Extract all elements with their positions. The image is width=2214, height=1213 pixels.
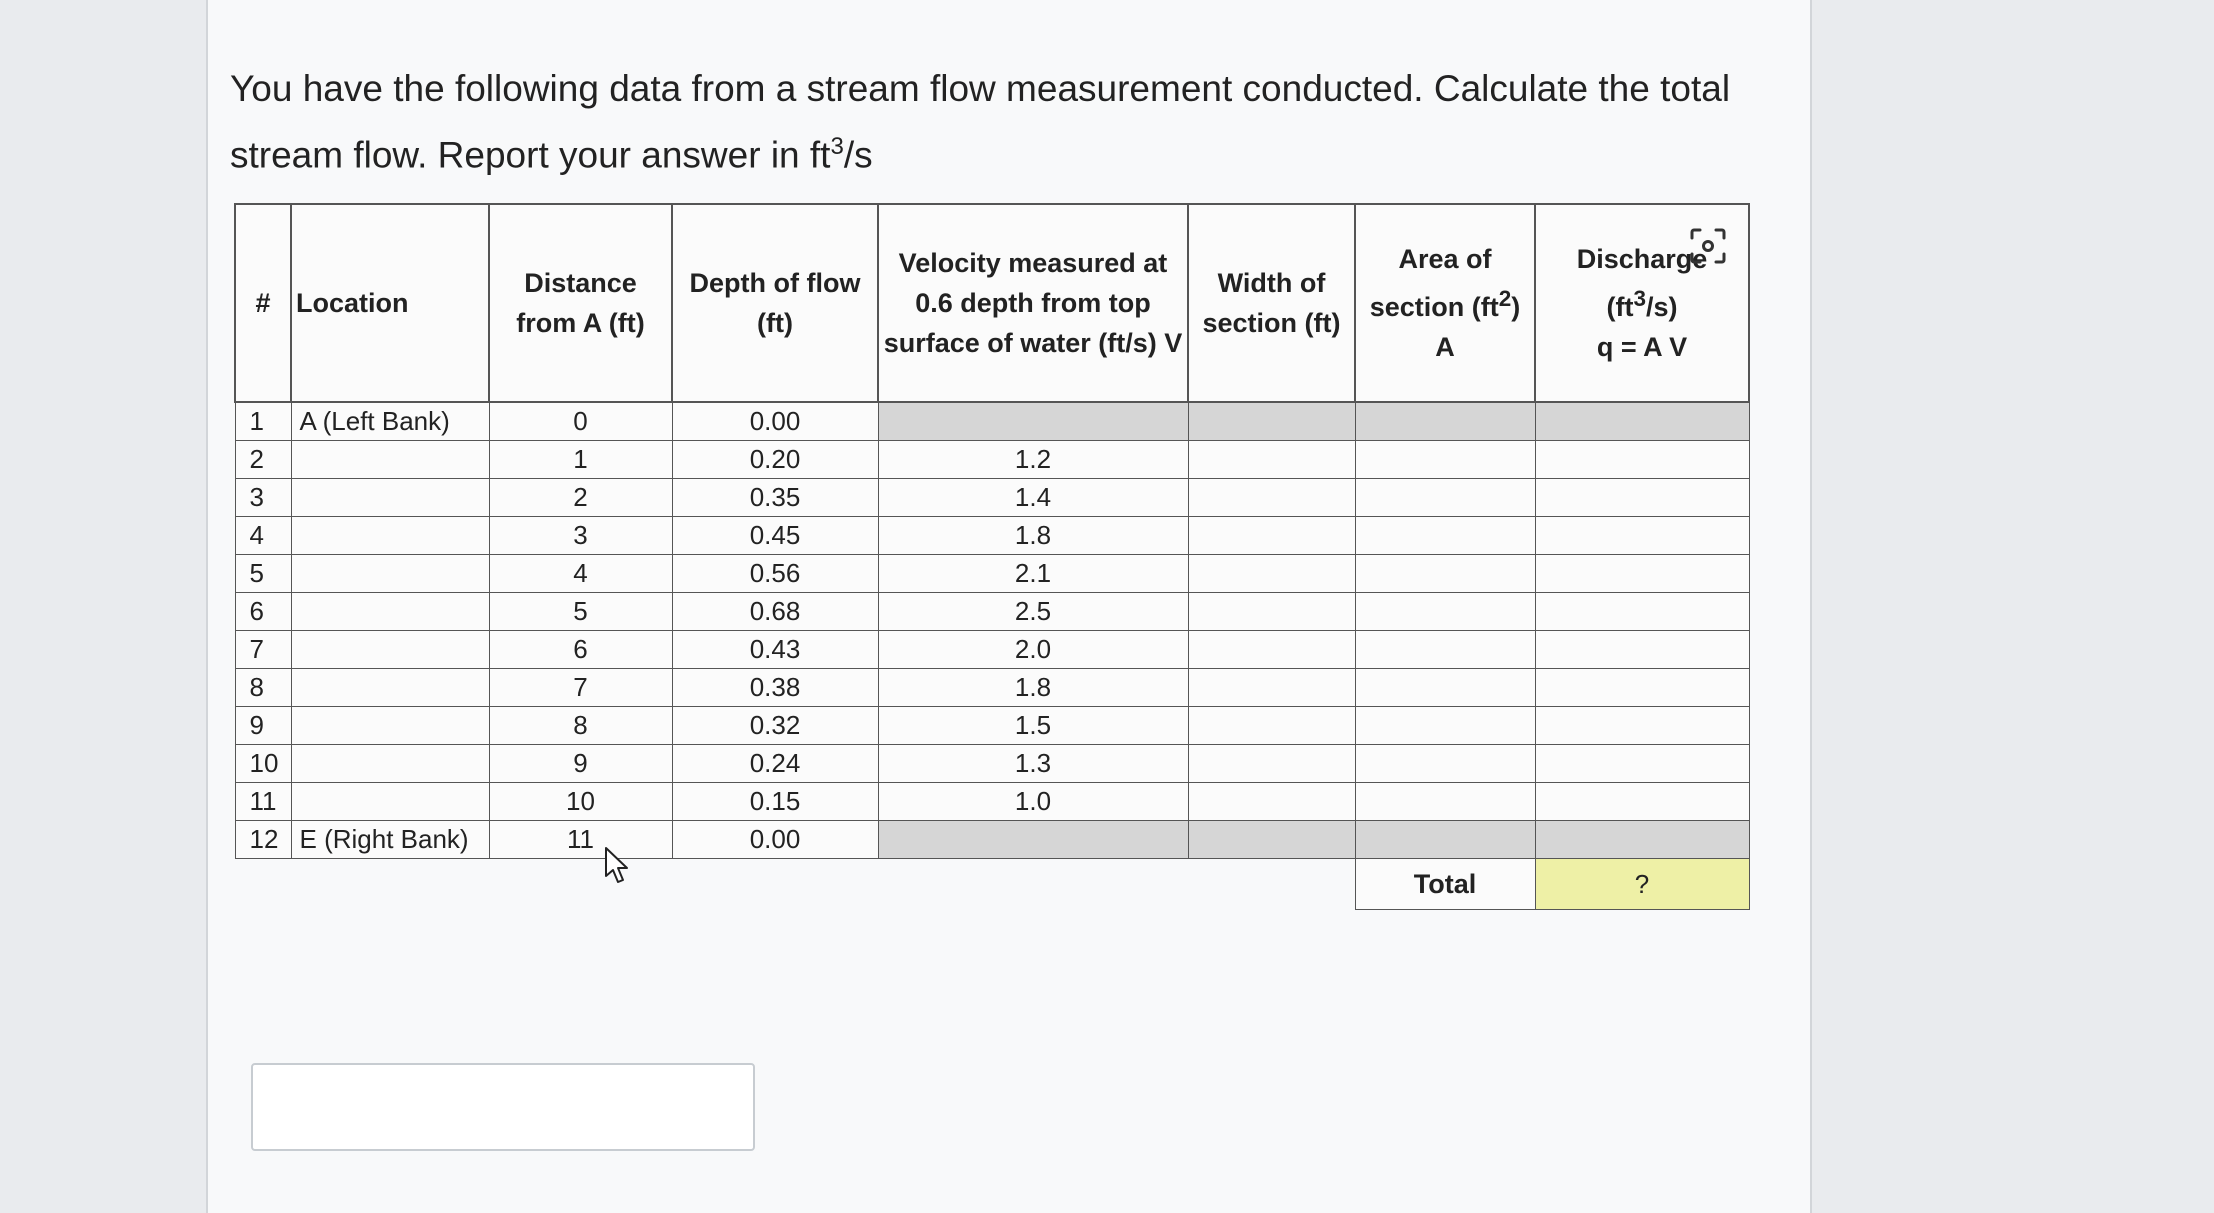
row-discharge [1535,783,1749,821]
stream-flow-table [234,203,1750,910]
row-location [291,441,489,479]
total-row-spacer [878,859,1188,910]
row-distance: 10 [489,783,672,821]
row-discharge [1535,669,1749,707]
row-distance: 2 [489,479,672,517]
table-row [235,593,1749,631]
row-location [291,745,489,783]
row-distance: 9 [489,745,672,783]
row-num: 2 [235,441,291,479]
total-row-spacer [291,859,489,910]
row-distance: 5 [489,593,672,631]
table-row [235,479,1749,517]
question-line-2-text: stream flow. Report your answer in ft [230,134,831,176]
table-header-row [235,204,1749,402]
header-discharge-sup: 3 [1633,286,1646,311]
row-depth: 0.20 [672,441,878,479]
row-depth: 0.43 [672,631,878,669]
table-row [235,517,1749,555]
row-distance: 8 [489,707,672,745]
mouse-pointer-icon [604,846,630,886]
row-location [291,479,489,517]
row-depth: 0.15 [672,783,878,821]
row-depth: 0.35 [672,479,878,517]
total-row-spacer [672,859,878,910]
row-distance: 11 [489,821,672,859]
row-width [1188,593,1355,631]
header-num: # [235,204,291,402]
row-distance: 6 [489,631,672,669]
question-line-2-superscript: 3 [830,133,844,160]
row-area [1355,783,1535,821]
row-location: E (Right Bank) [291,821,489,859]
row-num: 12 [235,821,291,859]
answer-input[interactable] [251,1063,755,1151]
row-area [1355,669,1535,707]
row-velocity: 1.5 [878,707,1188,745]
total-discharge-value: ? [1535,859,1749,910]
row-velocity: 2.0 [878,631,1188,669]
row-depth: 0.00 [672,402,878,441]
question-text [230,60,1790,184]
header-area-symbol: A [1435,332,1455,362]
row-area [1355,631,1535,669]
row-discharge [1535,821,1749,859]
row-discharge [1535,745,1749,783]
row-width [1188,479,1355,517]
row-depth: 0.38 [672,669,878,707]
row-velocity [878,402,1188,441]
row-num: 1 [235,402,291,441]
header-velocity: Velocity measured at 0.6 depth from top surface of water (ft/s) V [878,204,1188,402]
header-width: Width of section (ft) [1188,204,1355,402]
row-num: 11 [235,783,291,821]
row-width [1188,669,1355,707]
row-width [1188,555,1355,593]
row-area [1355,479,1535,517]
row-area [1355,555,1535,593]
row-num: 10 [235,745,291,783]
row-location [291,707,489,745]
header-area-sup: 2 [1498,286,1512,311]
row-area [1355,441,1535,479]
row-width [1188,707,1355,745]
row-distance: 0 [489,402,672,441]
scan-text-icon[interactable] [1688,226,1728,266]
table-row [235,707,1749,745]
table-row [235,745,1749,783]
row-num: 4 [235,517,291,555]
row-location: A (Left Bank) [291,402,489,441]
row-velocity: 2.5 [878,593,1188,631]
header-area [1355,204,1535,402]
table-row [235,555,1749,593]
question-line-1: You have the following data from a stream flow measurement conducted. Calculate the total [230,68,1731,109]
row-location [291,783,489,821]
row-depth: 0.45 [672,517,878,555]
row-discharge [1535,402,1749,441]
total-row-spacer [1188,859,1355,910]
row-velocity [878,821,1188,859]
row-width [1188,783,1355,821]
row-discharge [1535,479,1749,517]
row-location [291,631,489,669]
header-discharge-text: Discharge (ft [1576,244,1708,322]
row-depth: 0.32 [672,707,878,745]
header-distance: Distance from A (ft) [489,204,672,402]
row-velocity: 2.1 [878,555,1188,593]
row-width [1188,745,1355,783]
row-distance: 4 [489,555,672,593]
row-num: 8 [235,669,291,707]
table-row [235,441,1749,479]
row-num: 3 [235,479,291,517]
row-num: 9 [235,707,291,745]
row-num: 6 [235,593,291,631]
total-row-spacer [235,859,291,910]
row-velocity: 1.0 [878,783,1188,821]
total-label: Total [1355,859,1535,910]
header-area-text: Area of section (ft [1369,244,1499,322]
row-location [291,517,489,555]
row-distance: 1 [489,441,672,479]
header-location: Location [291,204,489,402]
row-velocity: 1.2 [878,441,1188,479]
row-width [1188,441,1355,479]
row-area [1355,402,1535,441]
table-row [235,783,1749,821]
table-row [235,631,1749,669]
row-discharge [1535,441,1749,479]
row-velocity: 1.8 [878,669,1188,707]
header-discharge-close: /s) [1645,292,1678,322]
row-width [1188,402,1355,441]
row-area [1355,517,1535,555]
table-row [235,402,1749,441]
header-discharge-formula: q = A V [1596,332,1688,362]
row-num: 5 [235,555,291,593]
row-area [1355,745,1535,783]
total-row [235,859,1749,910]
question-line-2 [230,118,1790,184]
row-velocity: 1.4 [878,479,1188,517]
row-num: 7 [235,631,291,669]
header-depth: Depth of flow (ft) [672,204,878,402]
row-width [1188,517,1355,555]
row-depth: 0.56 [672,555,878,593]
row-discharge [1535,631,1749,669]
row-depth: 0.00 [672,821,878,859]
row-width [1188,821,1355,859]
row-discharge [1535,593,1749,631]
row-area [1355,593,1535,631]
row-depth: 0.68 [672,593,878,631]
row-velocity: 1.3 [878,745,1188,783]
row-discharge [1535,555,1749,593]
row-location [291,593,489,631]
row-location [291,669,489,707]
total-row-spacer [489,859,672,910]
row-velocity: 1.8 [878,517,1188,555]
row-location [291,555,489,593]
table-row [235,821,1749,859]
question-line-2-tail: /s [843,134,873,176]
row-depth: 0.24 [672,745,878,783]
row-area [1355,821,1535,859]
row-distance: 7 [489,669,672,707]
header-area-close: ) [1511,292,1521,322]
table-row [235,669,1749,707]
row-discharge [1535,707,1749,745]
row-area [1355,707,1535,745]
row-width [1188,631,1355,669]
row-discharge [1535,517,1749,555]
row-distance: 3 [489,517,672,555]
